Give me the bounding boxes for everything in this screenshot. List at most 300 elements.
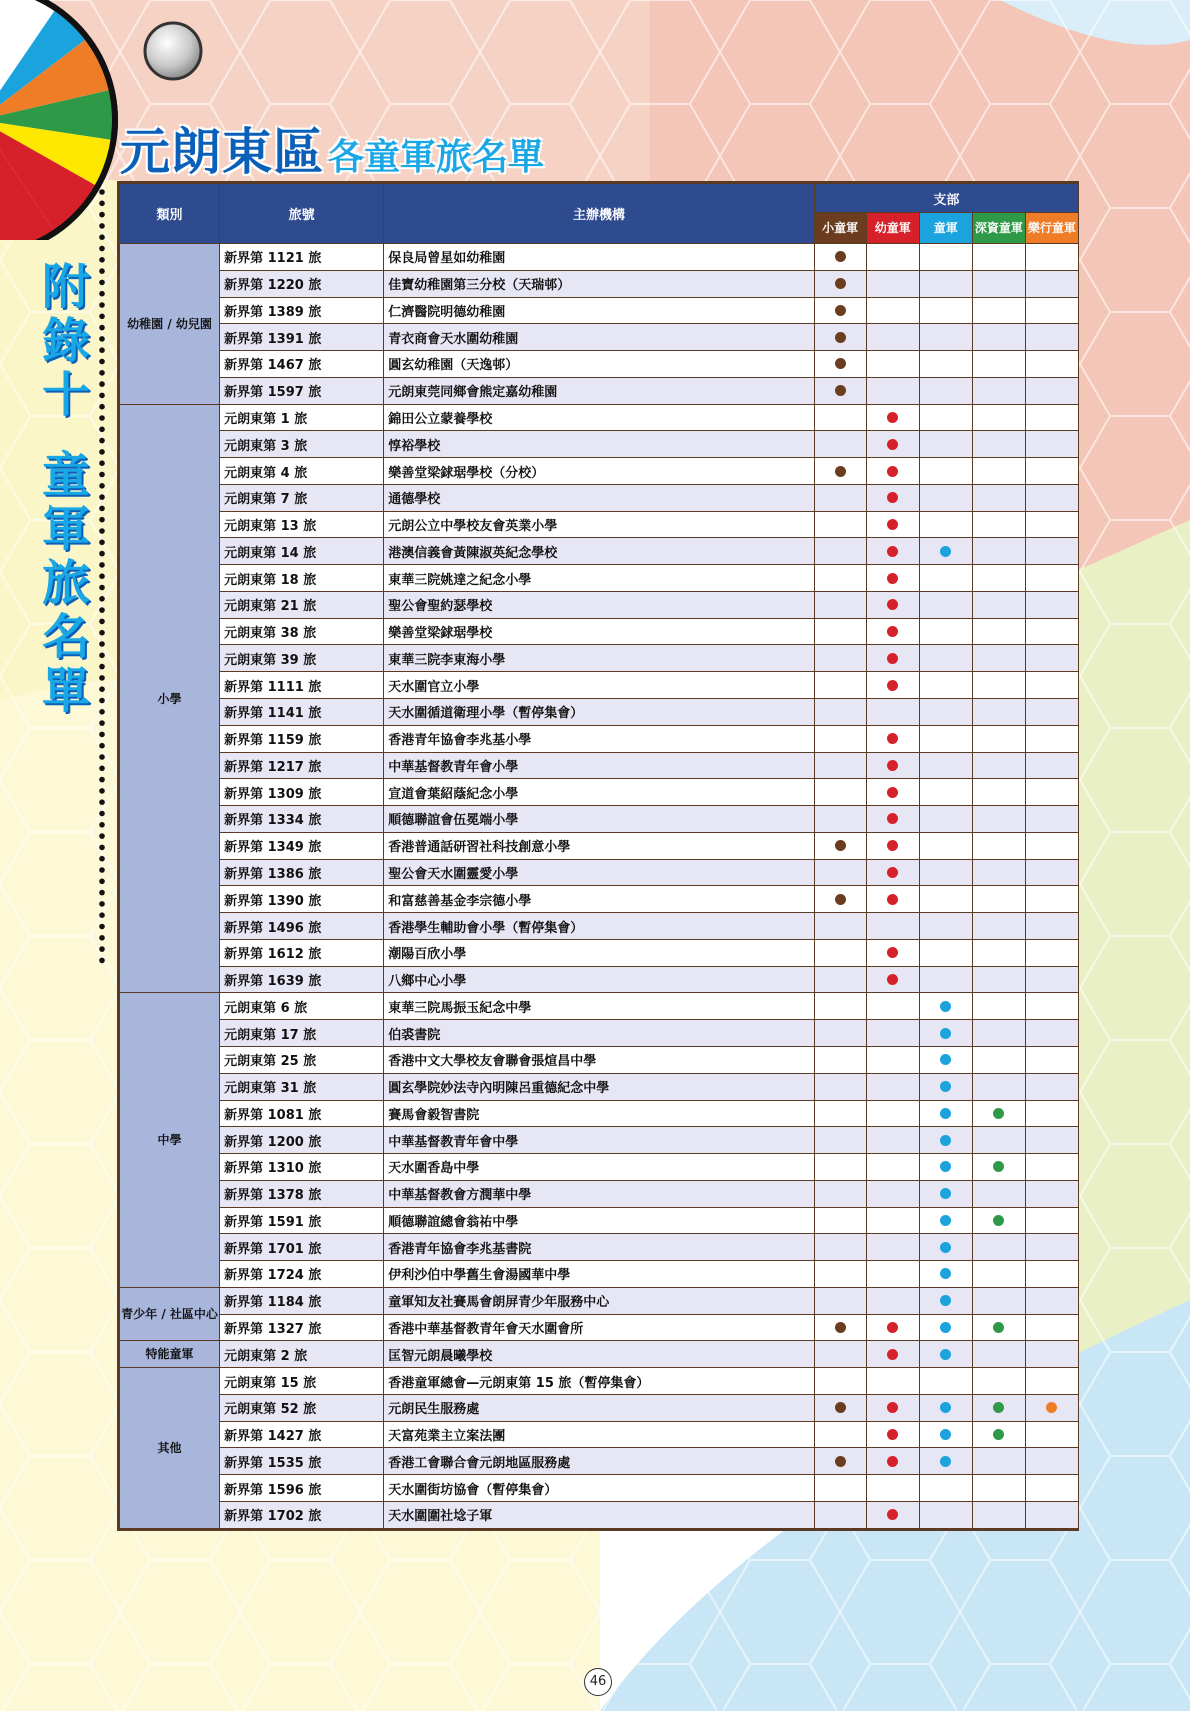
- decor-dot: [99, 449, 105, 455]
- branch-dot-marker: [940, 546, 951, 557]
- branch-cell: [972, 966, 1025, 993]
- branch-cell: [866, 752, 919, 779]
- table-row: [120, 511, 1079, 538]
- branch-cell: [814, 939, 866, 966]
- branch-cell: [972, 1394, 1025, 1421]
- organization-cell: 樂善堂梁銶琚學校: [384, 618, 814, 645]
- organization-cell: 天水圍官立小學: [384, 672, 814, 699]
- organization-cell: 中華基督教青年會中學: [384, 1127, 814, 1154]
- branch-cell: [1025, 1127, 1078, 1154]
- branch-cell: [1025, 993, 1078, 1020]
- branch-cell: [866, 1100, 919, 1127]
- branch-cell: [814, 1180, 866, 1207]
- category-cell: 幼稚園 / 幼兒園: [120, 244, 220, 405]
- branch-dot-marker: [887, 894, 898, 905]
- decor-dot: [99, 438, 105, 444]
- branch-cell: [972, 725, 1025, 752]
- group-number-cell: 新界第 1596 旅: [220, 1475, 384, 1502]
- group-number-cell: 新界第 1309 旅: [220, 779, 384, 806]
- organization-cell: 順德聯誼會伍冕端小學: [384, 806, 814, 833]
- decor-dot: [99, 234, 105, 240]
- branch-cell: [866, 565, 919, 592]
- branch-cell: [1025, 699, 1078, 726]
- group-number-cell: 新界第 1386 旅: [220, 859, 384, 886]
- branch-cell: [866, 1475, 919, 1502]
- table-row: [120, 244, 1079, 271]
- decor-dot: [99, 596, 105, 602]
- organization-cell: 元朗公立中學校友會英業小學: [384, 511, 814, 538]
- organization-cell: 元朗東莞同鄉會熊定嘉幼稚園: [384, 377, 814, 404]
- table-row: [120, 1448, 1079, 1475]
- organization-cell: 香港學生輔助會小學（暫停集會）: [384, 913, 814, 940]
- branch-cell: [972, 511, 1025, 538]
- group-number-cell: 元朗東第 38 旅: [220, 618, 384, 645]
- branch-cell: [1025, 779, 1078, 806]
- table-row: [120, 645, 1079, 672]
- table-row: [120, 1501, 1079, 1528]
- branch-dot-marker: [887, 1322, 898, 1333]
- side-title-char: 軍: [41, 501, 90, 557]
- branch-dot-marker: [835, 466, 846, 477]
- branch-cell: [919, 431, 972, 458]
- title-sub: 各童軍旅名單: [328, 137, 545, 178]
- decor-dot: [99, 517, 105, 523]
- branch-cell: [919, 484, 972, 511]
- branch-cell: [814, 1475, 866, 1502]
- group-number-cell: 新界第 1535 旅: [220, 1448, 384, 1475]
- side-title: [34, 260, 98, 718]
- branch-cell: [814, 966, 866, 993]
- branch-cell: [919, 1448, 972, 1475]
- side-title-char: 童: [41, 447, 90, 503]
- decor-dot: [99, 404, 105, 410]
- branch-cell: [972, 832, 1025, 859]
- dotted-line-decoration: [96, 188, 108, 968]
- branch-dot-marker: [835, 1322, 846, 1333]
- group-number-cell: 元朗東第 17 旅: [220, 1020, 384, 1047]
- branch-cell: [866, 591, 919, 618]
- group-number-cell: 新界第 1334 旅: [220, 806, 384, 833]
- decor-dot: [99, 381, 105, 387]
- branch-cell: [814, 1448, 866, 1475]
- branch-cell: [866, 1127, 919, 1154]
- organization-cell: 東華三院馬振玉紀念中學: [384, 993, 814, 1020]
- branch-cell: [972, 1234, 1025, 1261]
- group-number-cell: 新界第 1184 旅: [220, 1287, 384, 1314]
- group-number-cell: 新界第 1597 旅: [220, 377, 384, 404]
- branch-cell: [919, 565, 972, 592]
- group-number-cell: 元朗東第 6 旅: [220, 993, 384, 1020]
- branch-cell: [919, 377, 972, 404]
- branch-cell: [1025, 431, 1078, 458]
- branch-cell: [1025, 1261, 1078, 1288]
- branch-cell: [919, 1394, 972, 1421]
- branch-cell: [866, 1368, 919, 1395]
- group-number-cell: 新界第 1467 旅: [220, 351, 384, 378]
- branch-cell: [1025, 1341, 1078, 1368]
- branch-cell: [972, 324, 1025, 351]
- branch-cell: [972, 1314, 1025, 1341]
- branch-cell: [919, 1261, 972, 1288]
- branch-cell: [919, 244, 972, 271]
- branch-cell: [814, 806, 866, 833]
- organization-cell: 聖公會聖約瑟學校: [384, 591, 814, 618]
- decor-dot: [99, 483, 105, 489]
- branch-cell: [814, 1100, 866, 1127]
- table-row: [120, 1287, 1079, 1314]
- branch-dot-marker: [887, 466, 898, 477]
- branch-dot-marker: [940, 1081, 951, 1092]
- organization-cell: 青衣商會天水圍幼稚園: [384, 324, 814, 351]
- branch-cell: [919, 725, 972, 752]
- decor-dot: [99, 732, 105, 738]
- branch-cell: [866, 1020, 919, 1047]
- branch-cell: [919, 1421, 972, 1448]
- group-number-cell: 新界第 1724 旅: [220, 1261, 384, 1288]
- organization-cell: 通德學校: [384, 484, 814, 511]
- group-number-cell: 元朗東第 18 旅: [220, 565, 384, 592]
- organization-cell: 順德聯誼總會翁祐中學: [384, 1207, 814, 1234]
- decor-dot: [99, 212, 105, 218]
- organization-cell: 八鄉中心小學: [384, 966, 814, 993]
- branch-cell: [1025, 1314, 1078, 1341]
- group-number-cell: 元朗東第 14 旅: [220, 538, 384, 565]
- branch-cell: [972, 1448, 1025, 1475]
- branch-cell: [866, 1501, 919, 1528]
- group-number-cell: 新界第 1390 旅: [220, 886, 384, 913]
- organization-cell: 天水圍香島中學: [384, 1154, 814, 1181]
- branch-cell: [972, 565, 1025, 592]
- decor-dot: [99, 268, 105, 274]
- branch-dot-marker: [993, 1215, 1004, 1226]
- decor-dot: [99, 890, 105, 896]
- branch-cell: [972, 1287, 1025, 1314]
- branch-cell: [972, 939, 1025, 966]
- branch-dot-marker: [940, 1429, 951, 1440]
- branch-dot-marker: [887, 680, 898, 691]
- branch-dot-marker: [993, 1108, 1004, 1119]
- branch-cell: [919, 645, 972, 672]
- branch-cell: [814, 779, 866, 806]
- branch-dot-marker: [993, 1161, 1004, 1172]
- group-number-cell: 新界第 1159 旅: [220, 725, 384, 752]
- decor-dot: [99, 223, 105, 229]
- category-cell: 中學: [120, 993, 220, 1287]
- group-number-cell: 新界第 1111 旅: [220, 672, 384, 699]
- branch-cell: [919, 1314, 972, 1341]
- branch-dot-marker: [940, 1108, 951, 1119]
- side-title-char: 附: [41, 259, 90, 315]
- organization-cell: 天水圍圍社埝子軍: [384, 1501, 814, 1528]
- branch-cell: [814, 565, 866, 592]
- branch-cell: [866, 270, 919, 297]
- branch-cell: [814, 404, 866, 431]
- branch-dot-marker: [940, 1135, 951, 1146]
- table-row: [120, 1100, 1079, 1127]
- decor-dot: [99, 935, 105, 941]
- branch-cell: [866, 832, 919, 859]
- branch-cell: [972, 431, 1025, 458]
- decor-dot: [99, 958, 105, 964]
- branch-cell: [866, 1073, 919, 1100]
- organization-cell: 保良局曾星如幼稚園: [384, 244, 814, 271]
- table-row: [120, 966, 1079, 993]
- decor-dot: [99, 777, 105, 783]
- branch-cell: [814, 1501, 866, 1528]
- scout-groups-table: [117, 181, 1079, 1531]
- group-number-cell: 元朗東第 52 旅: [220, 1394, 384, 1421]
- group-number-cell: 新界第 1591 旅: [220, 1207, 384, 1234]
- branch-rover-scout: 樂行童軍: [1025, 213, 1078, 244]
- branch-cell: [972, 297, 1025, 324]
- branch-cell: [866, 725, 919, 752]
- branch-cell: [1025, 859, 1078, 886]
- branch-cell: [1025, 618, 1078, 645]
- branch-cell: [1025, 1180, 1078, 1207]
- organization-cell: 港澳信義會黃陳淑英紀念學校: [384, 538, 814, 565]
- branch-cell: [972, 1046, 1025, 1073]
- table-row: [120, 752, 1079, 779]
- branch-dot-marker: [887, 1509, 898, 1520]
- header-group: 旅號: [220, 184, 384, 244]
- branch-cell: [814, 351, 866, 378]
- branch-cell: [919, 1100, 972, 1127]
- group-number-cell: 元朗東第 2 旅: [220, 1341, 384, 1368]
- branch-dot-marker: [835, 332, 846, 343]
- branch-cell: [814, 244, 866, 271]
- branch-cell: [814, 1020, 866, 1047]
- organization-cell: 香港童軍總會—元朗東第 15 旅（暫停集會）: [384, 1368, 814, 1395]
- branch-dot-marker: [940, 1242, 951, 1253]
- branch-dot-marker: [940, 1028, 951, 1039]
- group-number-cell: 新界第 1391 旅: [220, 324, 384, 351]
- branch-cell: [972, 645, 1025, 672]
- branch-cell: [866, 645, 919, 672]
- branch-dot-marker: [887, 1349, 898, 1360]
- decor-dot: [99, 246, 105, 252]
- organization-cell: 東華三院姚達之紀念小學: [384, 565, 814, 592]
- branch-cell: [1025, 324, 1078, 351]
- group-number-cell: 元朗東第 7 旅: [220, 484, 384, 511]
- branch-cell: [919, 1127, 972, 1154]
- decor-dot: [99, 494, 105, 500]
- branch-dot-marker: [887, 546, 898, 557]
- organization-cell: 天水圍街坊協會（暫停集會）: [384, 1475, 814, 1502]
- branch-dot-marker: [887, 947, 898, 958]
- decor-dot: [99, 325, 105, 331]
- decor-dot: [99, 879, 105, 885]
- branch-cell: [866, 966, 919, 993]
- branch-cell: [919, 1234, 972, 1261]
- group-number-cell: 新界第 1217 旅: [220, 752, 384, 779]
- branch-cell: [814, 538, 866, 565]
- branch-cell: [1025, 1475, 1078, 1502]
- branch-cell: [1025, 806, 1078, 833]
- branch-cell: [919, 699, 972, 726]
- table-row: [120, 672, 1079, 699]
- branch-cell: [814, 859, 866, 886]
- branch-cell: [866, 244, 919, 271]
- table-row: [120, 1073, 1079, 1100]
- branch-cell: [814, 377, 866, 404]
- branch-cell: [814, 993, 866, 1020]
- branch-dot-marker: [887, 519, 898, 530]
- branch-cell: [972, 752, 1025, 779]
- branch-cell: [972, 538, 1025, 565]
- branch-cell: [919, 859, 972, 886]
- branch-cell: [1025, 244, 1078, 271]
- branch-cell: [972, 1421, 1025, 1448]
- group-number-cell: 新界第 1612 旅: [220, 939, 384, 966]
- color-wheel-decoration: [0, 0, 130, 240]
- branch-dot-marker: [887, 974, 898, 985]
- decor-dot: [99, 427, 105, 433]
- branch-cell: [972, 993, 1025, 1020]
- decor-dot: [99, 845, 105, 851]
- organization-cell: 香港青年協會李兆基小學: [384, 725, 814, 752]
- header-branch: 支部: [814, 184, 1078, 213]
- organization-cell: 中華基督教會方潤華中學: [384, 1180, 814, 1207]
- decor-dot: [99, 788, 105, 794]
- branch-cell: [1025, 565, 1078, 592]
- branch-dot-marker: [835, 894, 846, 905]
- branch-cell: [919, 1287, 972, 1314]
- branch-cell: [972, 1154, 1025, 1181]
- branch-cell: [972, 859, 1025, 886]
- decor-dot: [99, 946, 105, 952]
- branch-dot-marker: [887, 653, 898, 664]
- branch-cell: [972, 1501, 1025, 1528]
- branch-cell: [866, 297, 919, 324]
- branch-cell: [866, 1154, 919, 1181]
- branch-dot-marker: [887, 492, 898, 503]
- organization-cell: 香港工會聯合會元朗地區服務處: [384, 1448, 814, 1475]
- organization-cell: 錦田公立蒙養學校: [384, 404, 814, 431]
- side-title-char: 旅: [41, 555, 90, 611]
- decor-dot: [99, 359, 105, 365]
- table-row: [120, 886, 1079, 913]
- group-number-cell: 新界第 1496 旅: [220, 913, 384, 940]
- branch-cell: [919, 538, 972, 565]
- branch-cell: [814, 1341, 866, 1368]
- decor-dot: [99, 314, 105, 320]
- branch-dot-marker: [940, 1054, 951, 1065]
- decor-dot: [99, 641, 105, 647]
- branch-cell: [814, 645, 866, 672]
- branch-dot-marker: [887, 599, 898, 610]
- branch-cell: [919, 1020, 972, 1047]
- branch-cell: [866, 484, 919, 511]
- branch-cell: [1025, 1234, 1078, 1261]
- branch-cell: [814, 913, 866, 940]
- branch-cell: [1025, 1501, 1078, 1528]
- branch-cell: [1025, 645, 1078, 672]
- organization-cell: 聖公會天水圍靈愛小學: [384, 859, 814, 886]
- branch-cell: [814, 1127, 866, 1154]
- page-title: [120, 112, 544, 184]
- branch-cell: [814, 752, 866, 779]
- title-main: 元朗東區: [120, 123, 324, 181]
- branch-cell: [814, 618, 866, 645]
- group-number-cell: 元朗東第 25 旅: [220, 1046, 384, 1073]
- decor-dot: [99, 370, 105, 376]
- decor-dot: [99, 393, 105, 399]
- table-row: [120, 1234, 1079, 1261]
- table-row: [120, 431, 1079, 458]
- table-row: [120, 351, 1079, 378]
- decor-dot: [99, 799, 105, 805]
- decor-dot: [99, 551, 105, 557]
- branch-cell: [866, 672, 919, 699]
- branch-dot-marker: [887, 813, 898, 824]
- branch-cell: [814, 1394, 866, 1421]
- branch-cell: [1025, 886, 1078, 913]
- branch-cell: [866, 1394, 919, 1421]
- branch-cell: [866, 404, 919, 431]
- branch-cell: [919, 1180, 972, 1207]
- branch-dot-marker: [940, 1349, 951, 1360]
- branch-cell: [866, 458, 919, 485]
- table-row: [120, 1421, 1079, 1448]
- group-number-cell: 元朗東第 15 旅: [220, 1368, 384, 1395]
- branch-cell: [866, 993, 919, 1020]
- branch-cell: [1025, 1287, 1078, 1314]
- group-number-cell: 元朗東第 21 旅: [220, 591, 384, 618]
- group-number-cell: 新界第 1141 旅: [220, 699, 384, 726]
- side-title-char: 錄: [41, 313, 90, 369]
- branch-cell: [1025, 913, 1078, 940]
- organization-cell: 潮陽百欣小學: [384, 939, 814, 966]
- branch-cell: [972, 1180, 1025, 1207]
- branch-cell: [1025, 1448, 1078, 1475]
- table-row: [120, 1154, 1079, 1181]
- branch-dot-marker: [835, 251, 846, 262]
- branch-cell: [814, 1421, 866, 1448]
- branch-venture-scout: 深資童軍: [972, 213, 1025, 244]
- branch-cell: [972, 779, 1025, 806]
- branch-cell: [1025, 484, 1078, 511]
- branch-cell: [814, 1234, 866, 1261]
- branch-cell: [972, 672, 1025, 699]
- branch-cell: [814, 511, 866, 538]
- branch-cub-scout: 小童軍: [814, 213, 866, 244]
- branch-dot-marker: [993, 1322, 1004, 1333]
- branch-cell: [814, 1073, 866, 1100]
- table-row: [120, 1368, 1079, 1395]
- group-number-cell: 新界第 1310 旅: [220, 1154, 384, 1181]
- branch-cell: [1025, 511, 1078, 538]
- branch-dot-marker: [940, 1161, 951, 1172]
- branch-cell: [866, 1287, 919, 1314]
- branch-cell: [866, 511, 919, 538]
- branch-cell: [814, 886, 866, 913]
- organization-cell: 樂善堂梁銶琚學校（分校）: [384, 458, 814, 485]
- branch-dot-marker: [835, 305, 846, 316]
- table-row: [120, 1394, 1079, 1421]
- branch-cell: [1025, 1421, 1078, 1448]
- decor-dot: [99, 822, 105, 828]
- branch-cell: [814, 832, 866, 859]
- branch-cell: [866, 618, 919, 645]
- decor-dot: [99, 653, 105, 659]
- group-number-cell: 新界第 1200 旅: [220, 1127, 384, 1154]
- table-row: [120, 404, 1079, 431]
- table-row: [120, 993, 1079, 1020]
- decor-dot: [99, 506, 105, 512]
- branch-dot-marker: [1046, 1402, 1057, 1413]
- branch-dot-marker: [940, 1456, 951, 1467]
- branch-cell: [919, 832, 972, 859]
